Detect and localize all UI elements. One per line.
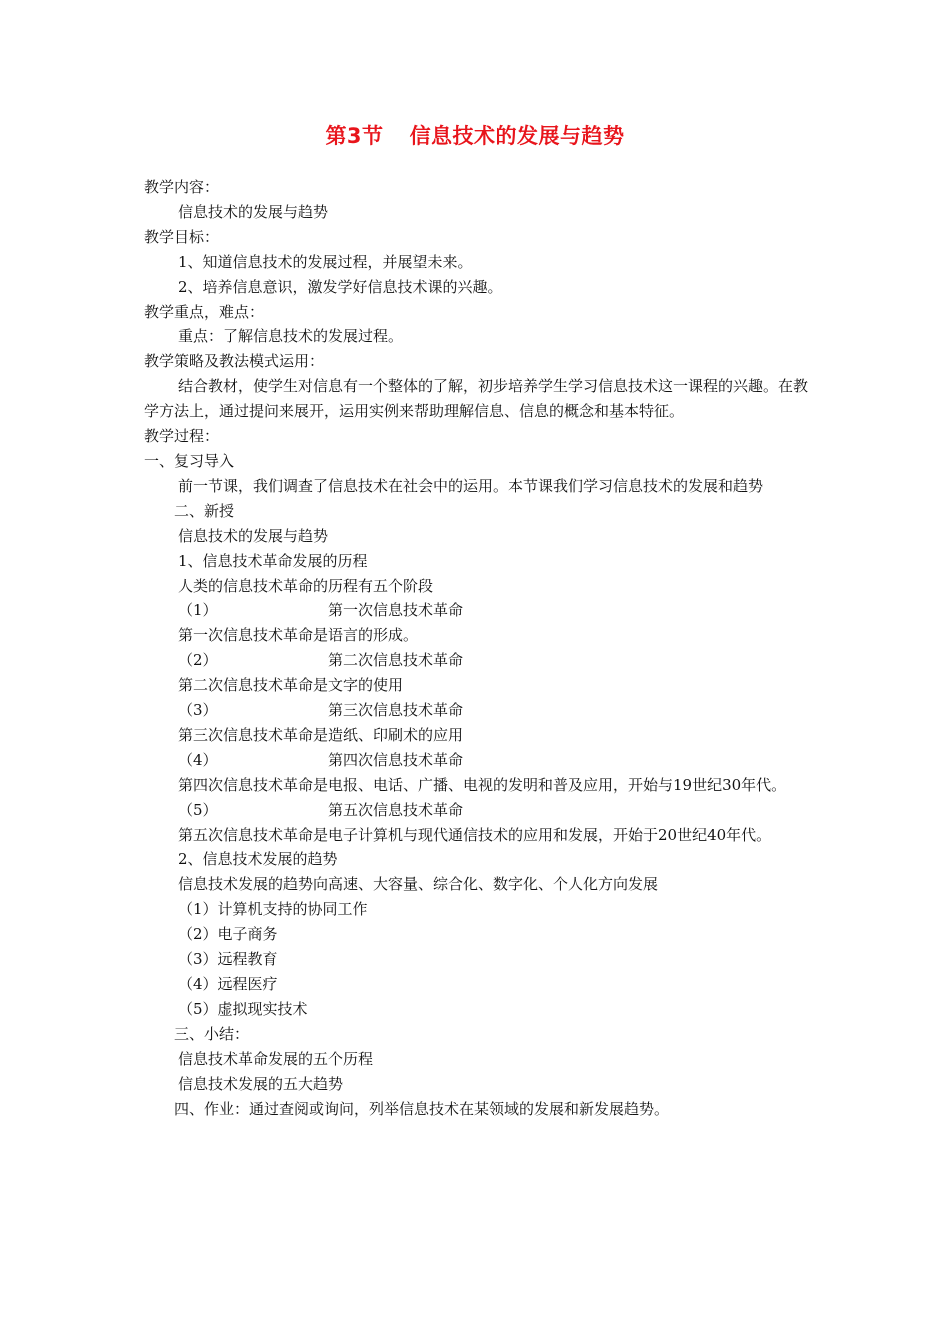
trend-item: （4）远程医疗 [178,975,278,993]
revolution-number: （5） [178,800,218,819]
revolution-row [144,798,808,823]
section-number: 第3节 [325,124,384,148]
revolution-row [144,598,808,623]
revolution-name: 第二次信息技术革命 [328,651,464,670]
content-text: 信息技术的发展与趋势 [178,202,329,221]
new-topic: 信息技术的发展与趋势 [178,526,329,545]
revolution-row [144,748,808,773]
homework-text: 四、作业：通过查阅或询问，列举信息技术在某领域的发展和新发展趋势。 [174,1099,670,1118]
new-heading: 二、新授 [174,501,235,520]
summary-heading: 三、小结： [174,1024,250,1043]
revolution-desc: 第三次信息技术革命是造纸、印刷术的应用 [178,725,464,744]
content-label: 教学内容： [144,178,220,196]
strategy-label: 教学策略及教法模式运用： [144,352,325,371]
goals-label: 教学目标： [144,227,220,246]
revolution-name: 第五次信息技术革命 [328,800,464,819]
process-label: 教学过程： [144,427,220,446]
review-text: 前一节课，我们调查了信息技术在社会中的运用。本节课我们学习信息技术的发展和趋势 [178,476,764,495]
summary-line: 信息技术发展的五大趋势 [178,1074,344,1093]
trend-item: （5）虚拟现实技术 [178,999,308,1018]
goal-item: 1、知道信息技术的发展过程，并展望未来。 [178,252,473,271]
history-heading: 1、信息技术革命发展的历程 [178,551,368,570]
trend-item: （2）电子商务 [178,925,278,944]
revolution-desc: 第一次信息技术革命是语言的形成。 [178,626,419,645]
revolution-number: （1） [178,601,218,620]
revolution-name: 第四次信息技术革命 [328,750,464,769]
revolution-row [144,698,808,723]
revolution-name: 第一次信息技术革命 [328,601,464,620]
keypoint-text: 重点：了解信息技术的发展过程。 [178,327,404,346]
revolution-number: （2） [178,651,218,670]
revolution-row [144,648,808,673]
revolution-name: 第三次信息技术革命 [328,701,464,720]
lesson-body [144,175,808,1121]
goal-item: 2、培养信息意识，激发学好信息技术课的兴趣。 [178,277,503,296]
strategy-text: 结合教材，使学生对信息有一个整体的了解，初步培养学生学习信息技术这一课程的兴趣。在教学方法上，通过提问来展开，运用实例来帮助理解信息、信息的概念和基本特征。 [144,377,809,421]
page-title [0,121,950,151]
trend-heading: 2、信息技术发展的趋势 [178,850,338,869]
summary-line: 信息技术革命发展的五个历程 [178,1049,374,1068]
trend-item: （1）计算机支持的协同工作 [178,900,368,919]
trend-item: （3）远程教育 [178,950,278,969]
revolution-number: （4） [178,750,218,769]
keypoints-label: 教学重点，难点： [144,302,265,321]
section-title: 信息技术的发展与趋势 [409,124,625,148]
trend-intro: 信息技术发展的趋势向高速、大容量、综合化、数字化、个人化方向发展 [178,875,659,894]
history-intro: 人类的信息技术革命的历程有五个阶段 [178,576,434,595]
revolution-number: （3） [178,701,218,720]
revolution-desc: 第五次信息技术革命是电子计算机与现代通信技术的应用和发展，开始于20世纪40年代。 [178,825,772,844]
revolution-desc: 第四次信息技术革命是电报、电话、广播、电视的发明和普及应用，开始与19世纪30年代。 [178,775,787,794]
revolution-desc: 第二次信息技术革命是文字的使用 [178,676,404,695]
review-heading: 一、复习导入 [144,451,235,470]
